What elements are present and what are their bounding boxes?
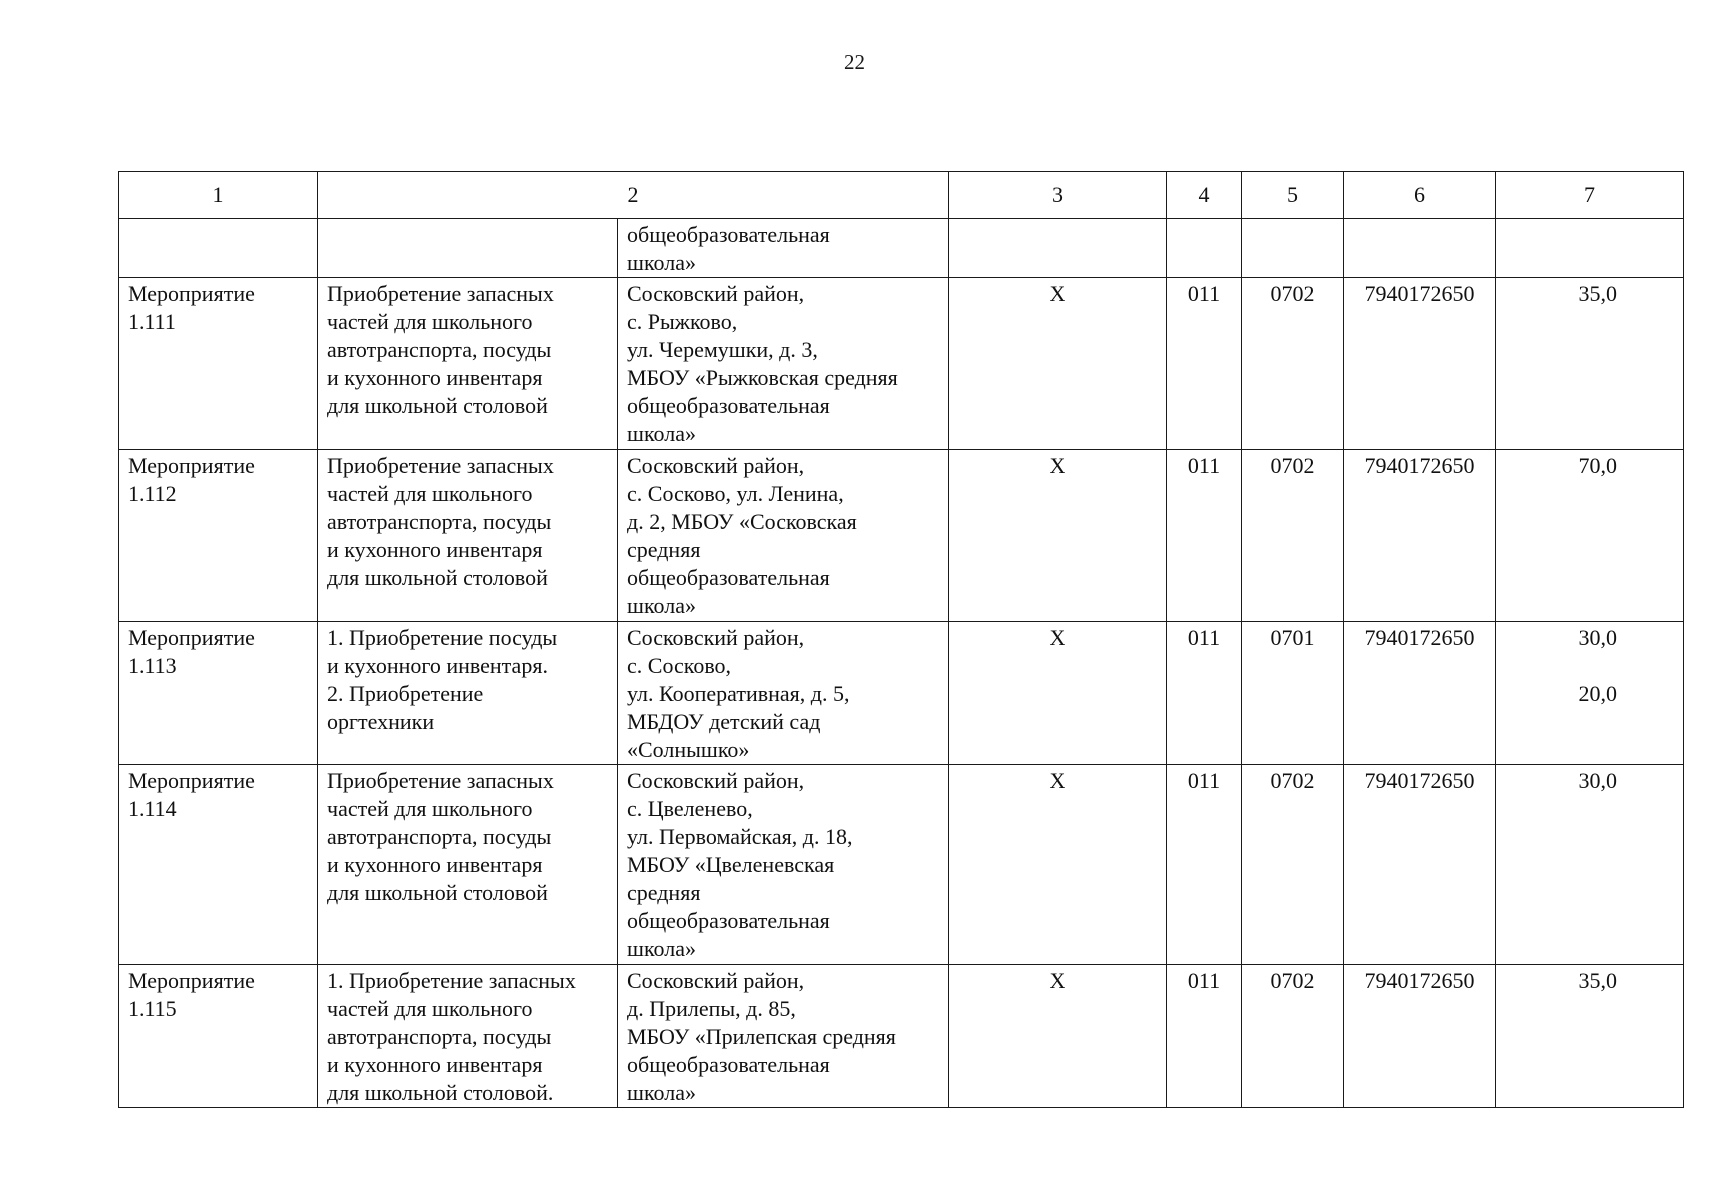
address-line: Сосковский район, <box>627 968 805 993</box>
continuation-col1 <box>119 219 318 278</box>
col4-value: 011 <box>1187 453 1221 478</box>
table-row <box>119 450 1684 622</box>
budget-table <box>118 171 1684 1108</box>
description-line: и кухонного инвентаря <box>327 537 543 562</box>
description-line: 1. Приобретение запасных <box>327 968 576 993</box>
col5-cell <box>1242 765 1344 965</box>
event-line: Мероприятие <box>128 625 255 650</box>
col4-value: 011 <box>1187 281 1221 306</box>
header-col-5: 5 <box>1242 172 1344 219</box>
continuation-line: школа» <box>627 250 696 275</box>
description-cell <box>318 765 618 965</box>
col5-value: 0702 <box>1270 968 1315 993</box>
event-line: Мероприятие <box>128 281 255 306</box>
address-line: средняя <box>627 537 701 562</box>
col6-cell <box>1344 622 1496 765</box>
address-line: ул. Кооперативная, д. 5, <box>627 681 850 706</box>
table-row <box>119 278 1684 450</box>
amount-value: 70,0 <box>1578 453 1617 478</box>
col6-value: 7940172650 <box>1364 453 1475 478</box>
description-line: для школьной столовой <box>327 393 548 418</box>
col6-value: 7940172650 <box>1364 625 1475 650</box>
amount-value: 35,0 <box>1578 281 1617 306</box>
col4-value: 011 <box>1187 768 1221 793</box>
description-line: и кухонного инвентаря <box>327 852 543 877</box>
event-line: 1.115 <box>128 996 177 1021</box>
address-line: с. Сосково, ул. Ленина, <box>627 481 844 506</box>
description-line: частей для школьного <box>327 309 533 334</box>
address-cell <box>618 765 949 965</box>
col4-cell <box>1167 765 1242 965</box>
description-cell <box>318 450 618 622</box>
amount-gap <box>1505 652 1617 680</box>
description-line: Приобретение запасных <box>327 281 554 306</box>
event-line: 1.112 <box>128 481 177 506</box>
col3-value: Х <box>1049 768 1066 793</box>
amount-value: 30,0 <box>1578 625 1617 650</box>
address-line: Сосковский район, <box>627 281 805 306</box>
page-number: 22 <box>844 50 865 74</box>
description-line: автотранспорта, посуды <box>327 337 552 362</box>
event-line: 1.111 <box>128 309 176 334</box>
address-line: общеобразовательная <box>627 1052 830 1077</box>
col4-value: 011 <box>1187 968 1221 993</box>
col4-value: 011 <box>1187 625 1221 650</box>
address-line: ул. Черемушки, д. 3, <box>627 337 818 362</box>
description-line: 1. Приобретение посуды <box>327 625 558 650</box>
col4-cell <box>1167 622 1242 765</box>
address-line: школа» <box>627 593 696 618</box>
continuation-line: общеобразовательная <box>627 222 830 247</box>
event-cell <box>119 965 318 1108</box>
address-line: МБОУ «Цвеленевская <box>627 852 835 877</box>
event-line: Мероприятие <box>128 768 255 793</box>
col6-cell <box>1344 278 1496 450</box>
address-line: ул. Первомайская, д. 18, <box>627 824 853 849</box>
amount-value: 30,0 <box>1578 768 1617 793</box>
col3-value: Х <box>1049 968 1066 993</box>
description-line: автотранспорта, посуды <box>327 509 552 534</box>
description-line: и кухонного инвентаря <box>327 365 543 390</box>
col5-value: 0701 <box>1270 625 1315 650</box>
col6-value: 7940172650 <box>1364 968 1475 993</box>
continuation-row <box>119 219 1684 278</box>
description-line: частей для школьного <box>327 481 533 506</box>
description-cell <box>318 278 618 450</box>
col3-cell <box>949 965 1167 1108</box>
address-line: школа» <box>627 1080 696 1105</box>
description-line: оргтехники <box>327 709 435 734</box>
event-line: 1.113 <box>128 653 177 678</box>
description-line: для школьной столовой <box>327 565 548 590</box>
address-cell <box>618 965 949 1108</box>
event-line: 1.114 <box>128 796 177 821</box>
event-cell <box>119 765 318 965</box>
description-cell <box>318 622 618 765</box>
col3-cell <box>949 278 1167 450</box>
col6-cell <box>1344 765 1496 965</box>
col4-cell <box>1167 450 1242 622</box>
table-row <box>119 765 1684 965</box>
description-line: Приобретение запасных <box>327 453 554 478</box>
col6-value: 7940172650 <box>1364 281 1475 306</box>
address-line: общеобразовательная <box>627 393 830 418</box>
address-line: с. Рыжково, <box>627 309 738 334</box>
col3-value: Х <box>1049 453 1066 478</box>
address-line: МБОУ «Прилепская средняя <box>627 1024 896 1049</box>
description-cell <box>318 965 618 1108</box>
col3-cell <box>949 450 1167 622</box>
amount-value: 35,0 <box>1578 968 1617 993</box>
col6-cell <box>1344 965 1496 1108</box>
continuation-col4 <box>1167 219 1242 278</box>
address-line: Сосковский район, <box>627 453 805 478</box>
event-cell <box>119 278 318 450</box>
description-line: для школьной столовой. <box>327 1080 554 1105</box>
address-line: Сосковский район, <box>627 625 805 650</box>
description-line: частей для школьного <box>327 796 533 821</box>
address-line: школа» <box>627 421 696 446</box>
event-line: Мероприятие <box>128 968 255 993</box>
description-line: автотранспорта, посуды <box>327 1024 552 1049</box>
col3-cell <box>949 765 1167 965</box>
col5-value: 0702 <box>1270 453 1315 478</box>
address-line: с. Цвеленево, <box>627 796 753 821</box>
continuation-col2 <box>318 219 618 278</box>
description-line: автотранспорта, посуды <box>327 824 552 849</box>
address-cell <box>618 450 949 622</box>
event-line: Мероприятие <box>128 453 255 478</box>
description-line: для школьной столовой <box>327 880 548 905</box>
event-cell <box>119 622 318 765</box>
amount-cell <box>1496 450 1684 622</box>
address-line: общеобразовательная <box>627 565 830 590</box>
amount-cell <box>1496 622 1684 765</box>
description-line: Приобретение запасных <box>327 768 554 793</box>
amount-cell <box>1496 965 1684 1108</box>
col5-cell <box>1242 450 1344 622</box>
header-col-1: 1 <box>119 172 318 219</box>
continuation-col5 <box>1242 219 1344 278</box>
address-line: д. 2, МБОУ «Сосковская <box>627 509 857 534</box>
col5-cell <box>1242 622 1344 765</box>
col6-cell <box>1344 450 1496 622</box>
header-row <box>119 172 1684 219</box>
address-line: МБДОУ детский сад <box>627 709 821 734</box>
table-row <box>119 622 1684 765</box>
header-col-3: 3 <box>949 172 1167 219</box>
continuation-col7 <box>1496 219 1684 278</box>
description-line: и кухонного инвентаря <box>327 1052 543 1077</box>
address-line: д. Прилепы, д. 85, <box>627 996 796 1021</box>
header-col-2: 2 <box>318 172 949 219</box>
header-col-4: 4 <box>1167 172 1242 219</box>
col4-cell <box>1167 965 1242 1108</box>
continuation-col6 <box>1344 219 1496 278</box>
address-line: школа» <box>627 936 696 961</box>
address-line: с. Сосково, <box>627 653 732 678</box>
address-line: «Солнышко» <box>627 737 750 762</box>
table-row <box>119 965 1684 1108</box>
col6-value: 7940172650 <box>1364 768 1475 793</box>
header-col-7: 7 <box>1496 172 1684 219</box>
address-line: общеобразовательная <box>627 908 830 933</box>
amount-value: 20,0 <box>1578 681 1617 706</box>
event-cell <box>119 450 318 622</box>
col4-cell <box>1167 278 1242 450</box>
description-line: частей для школьного <box>327 996 533 1021</box>
header-col-6: 6 <box>1344 172 1496 219</box>
col5-cell <box>1242 965 1344 1108</box>
amount-cell <box>1496 278 1684 450</box>
address-cell <box>618 278 949 450</box>
address-cell <box>618 622 949 765</box>
col5-value: 0702 <box>1270 281 1315 306</box>
address-line: МБОУ «Рыжковская средняя <box>627 365 898 390</box>
address-line: Сосковский район, <box>627 768 805 793</box>
amount-cell <box>1496 765 1684 965</box>
col3-value: Х <box>1049 625 1066 650</box>
address-line: средняя <box>627 880 701 905</box>
description-line: и кухонного инвентаря. <box>327 653 548 678</box>
description-line: 2. Приобретение <box>327 681 484 706</box>
continuation-address <box>618 219 949 278</box>
continuation-col3 <box>949 219 1167 278</box>
col5-value: 0702 <box>1270 768 1315 793</box>
col5-cell <box>1242 278 1344 450</box>
col3-cell <box>949 622 1167 765</box>
col3-value: Х <box>1049 281 1066 306</box>
